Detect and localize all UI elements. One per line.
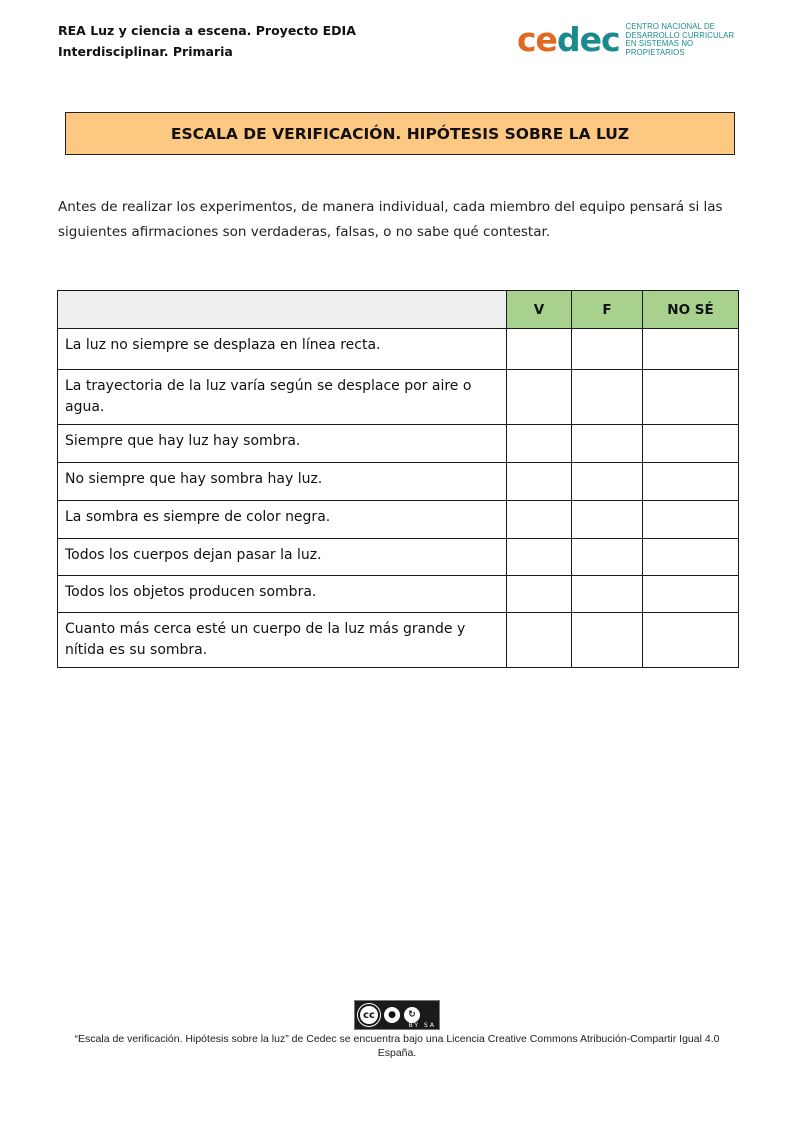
table-row	[58, 425, 739, 463]
table-row	[58, 576, 739, 613]
header-line-1: REA Luz y ciencia a escena. Proyecto EDIA	[58, 23, 356, 38]
answer-cell-f[interactable]	[572, 370, 643, 425]
answer-cell-f[interactable]	[572, 425, 643, 463]
badge-label: BY SA	[408, 1022, 436, 1029]
answer-cell-no-se[interactable]	[643, 463, 739, 501]
by-icon: ●	[384, 1007, 400, 1023]
column-header-f: F	[572, 291, 643, 329]
table-row	[58, 463, 739, 501]
cc-by-sa-badge[interactable]	[354, 1000, 440, 1030]
logo-sub-line-3: EN SISTEMAS NO PROPIETARIOS	[625, 39, 694, 57]
table-row	[58, 501, 739, 539]
statement-cell: Siempre que hay luz hay sombra.	[58, 425, 507, 463]
logo-sub-line-2: DESARROLLO CURRICULAR	[625, 30, 735, 40]
logo-sub-line-1: CENTRO NACIONAL DE	[625, 22, 715, 31]
header-blank-cell	[58, 291, 507, 329]
page-title: ESCALA DE VERIFICACIÓN. HIPÓTESIS SOBRE LA LUZ	[170, 124, 630, 143]
logo-word-dec: dec	[556, 20, 620, 59]
answer-cell-no-se[interactable]	[643, 501, 739, 539]
table-row	[58, 613, 739, 668]
table-row	[58, 539, 739, 576]
answer-cell-f[interactable]	[572, 329, 643, 370]
answer-cell-v[interactable]	[507, 576, 572, 613]
table-header-row	[58, 291, 739, 329]
answer-cell-v[interactable]	[507, 613, 572, 668]
statement-cell: Cuanto más cerca esté un cuerpo de la luz más grande y nítida es su sombra.	[58, 613, 507, 668]
license-footer	[60, 1000, 734, 1060]
column-header-v: V	[507, 291, 572, 329]
cedec-logo	[517, 22, 747, 58]
answer-cell-no-se[interactable]	[643, 539, 739, 576]
statement-cell: La sombra es siempre de color negra.	[58, 501, 507, 539]
answer-cell-f[interactable]	[572, 576, 643, 613]
statement-cell: La trayectoria de la luz varía según se desplace por aire o agua.	[58, 370, 507, 425]
license-text: “Escala de verificación. Hipótesis sobre la luz” de Cedec se encuentra bajo una Licencia Creative Commons Atribución-Compartir Igual 4.0 España.	[74, 1033, 720, 1059]
logo-subtitle	[626, 23, 747, 57]
header-line-2: Interdisciplinar. Primaria	[58, 44, 233, 59]
answer-cell-v[interactable]	[507, 463, 572, 501]
logo-word-ce: ce	[517, 20, 557, 59]
answer-cell-f[interactable]	[572, 463, 643, 501]
statement-cell: Todos los cuerpos dejan pasar la luz.	[58, 539, 507, 576]
answer-cell-v[interactable]	[507, 501, 572, 539]
statement-cell: La luz no siempre se desplaza en línea recta.	[58, 329, 507, 370]
table-row	[58, 329, 739, 370]
answer-cell-no-se[interactable]	[643, 576, 739, 613]
column-header-no-se: NO SÉ	[643, 291, 739, 329]
answer-cell-no-se[interactable]	[643, 370, 739, 425]
answer-cell-v[interactable]	[507, 425, 572, 463]
answer-cell-no-se[interactable]	[643, 329, 739, 370]
answer-cell-v[interactable]	[507, 539, 572, 576]
answer-cell-v[interactable]	[507, 329, 572, 370]
answer-cell-f[interactable]	[572, 613, 643, 668]
table-row	[58, 370, 739, 425]
document-header	[58, 20, 356, 62]
answer-cell-no-se[interactable]	[643, 613, 739, 668]
statement-cell: No siempre que hay sombra hay luz.	[58, 463, 507, 501]
sa-icon: ↻	[404, 1007, 420, 1023]
statement-cell: Todos los objetos producen sombra.	[58, 576, 507, 613]
answer-cell-f[interactable]	[572, 539, 643, 576]
answer-cell-f[interactable]	[572, 501, 643, 539]
answer-cell-v[interactable]	[507, 370, 572, 425]
title-banner	[65, 112, 735, 155]
cc-icon: cc	[358, 1004, 380, 1026]
verification-table	[57, 290, 739, 668]
logo-wordmark	[517, 22, 620, 58]
intro-paragraph: Antes de realizar los experimentos, de manera individual, cada miembro del equipo pensará si las siguientes afirmaciones son verdaderas, falsas, o no sabe qué contestar.	[58, 199, 723, 240]
answer-cell-no-se[interactable]	[643, 425, 739, 463]
